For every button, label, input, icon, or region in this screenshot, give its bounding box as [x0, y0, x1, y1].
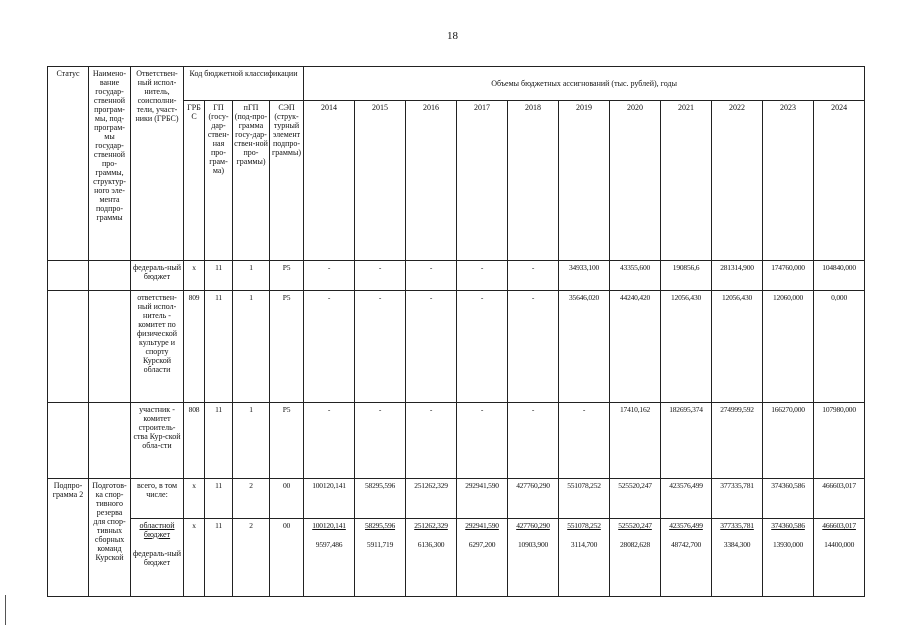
value-cell: 100120,141	[304, 479, 355, 519]
responsible-cell: всего, в том числе:	[131, 479, 184, 519]
gp-cell: 11	[205, 291, 233, 403]
responsible-header: Ответствен-ный испол-нитель, соисполни-тели, участ-ники (ГРБС)	[131, 67, 184, 261]
value-cell: 377335,781	[712, 479, 763, 519]
value-cell: 182695,374	[661, 403, 712, 479]
regional-budget-label: областной бюджет	[139, 521, 175, 539]
scan-edge-mark	[5, 595, 6, 625]
responsible-cell: участник - комитет строитель-ства Кур-ской обла-сти	[131, 403, 184, 479]
table-row	[48, 291, 865, 403]
value-cell: 525520,247	[610, 479, 661, 519]
name-cell	[89, 403, 131, 479]
status-cell	[48, 403, 89, 479]
year-header: 2019	[559, 101, 610, 261]
value-cell: 17410,162	[610, 403, 661, 479]
federal-value: 6297,200	[468, 540, 496, 549]
federal-value: 5911,719	[366, 540, 394, 549]
table-row	[48, 519, 865, 597]
year-header: 2016	[406, 101, 457, 261]
year-header: 2021	[661, 101, 712, 261]
value-cell: 43355,600	[610, 261, 661, 291]
value-cell	[712, 519, 763, 597]
value-cell: 166270,000	[763, 403, 814, 479]
year-header: 2018	[508, 101, 559, 261]
value-cell	[406, 519, 457, 597]
budget-code-header: Код бюджетной классификации	[184, 67, 304, 101]
gp-header: ГП (госу-дар-ствен-ная про-грам-ма)	[205, 101, 233, 261]
value-cell	[355, 519, 406, 597]
value-cell: -	[304, 403, 355, 479]
value-cell: 35646,020	[559, 291, 610, 403]
regional-value: 525520,247	[618, 521, 652, 530]
pgp-header: пГП (под-про-грамма госу-дар-ствен-ной про-граммы)	[233, 101, 270, 261]
value-cell: 374360,586	[763, 479, 814, 519]
value-cell	[763, 519, 814, 597]
regional-value: 292941,590	[465, 521, 499, 530]
responsible-cell	[131, 519, 184, 597]
federal-value: 28082,628	[619, 540, 651, 549]
sep-cell: 00	[270, 519, 304, 597]
grbs-cell: x	[184, 261, 205, 291]
pgp-cell: 2	[233, 479, 270, 519]
value-cell: 107980,000	[814, 403, 865, 479]
grbs-cell: x	[184, 519, 205, 597]
regional-value: 551078,252	[567, 521, 601, 530]
value-cell: 12056,430	[712, 291, 763, 403]
value-cell: -	[304, 261, 355, 291]
value-cell: -	[304, 291, 355, 403]
value-cell: -	[457, 403, 508, 479]
sep-cell: Р5	[270, 403, 304, 479]
value-cell: 551078,252	[559, 479, 610, 519]
name-header: Наимено-вание государ-ственной програм-мы, под-програм-мы государ-ственной про-граммы, структур-ного эле-мента подпро-граммы	[89, 67, 131, 261]
table-row	[48, 261, 865, 291]
sep-cell: Р5	[270, 291, 304, 403]
value-cell: -	[355, 291, 406, 403]
federal-value: 9597,486	[315, 540, 343, 549]
federal-budget-label: федераль-ный бюджет	[132, 549, 182, 567]
federal-value: 13930,000	[772, 540, 804, 549]
gp-cell: 11	[205, 403, 233, 479]
value-cell: -	[508, 291, 559, 403]
federal-value: 6136,300	[417, 540, 445, 549]
value-cell	[457, 519, 508, 597]
grbs-cell: 809	[184, 291, 205, 403]
regional-value: 466603,017	[822, 521, 856, 530]
federal-value: 3114,700	[570, 540, 598, 549]
grbs-cell: 808	[184, 403, 205, 479]
federal-value: 48742,700	[670, 540, 702, 549]
value-cell: -	[355, 261, 406, 291]
regional-value: 58295,596	[364, 521, 396, 530]
regional-value: 100120,141	[312, 521, 346, 530]
pgp-cell: 1	[233, 403, 270, 479]
value-cell: 58295,596	[355, 479, 406, 519]
year-header: 2015	[355, 101, 406, 261]
gp-cell: 11	[205, 261, 233, 291]
regional-value: 423576,499	[669, 521, 703, 530]
pgp-cell: 1	[233, 261, 270, 291]
gp-cell: 11	[205, 519, 233, 597]
value-cell: 251262,329	[406, 479, 457, 519]
responsible-cell: федераль-ный бюджет	[131, 261, 184, 291]
value-cell: 190856,6	[661, 261, 712, 291]
regional-value: 374360,586	[771, 521, 805, 530]
value-cell	[304, 519, 355, 597]
allocations-header: Объемы бюджетных ассигнований (тыс. рублей), годы	[304, 67, 865, 101]
value-cell	[814, 519, 865, 597]
regional-value: 427760,290	[516, 521, 550, 530]
grbs-cell: x	[184, 479, 205, 519]
value-cell: 427760,290	[508, 479, 559, 519]
name-cell	[89, 261, 131, 291]
name-cell: Подготов-ка спор-тивного резерва для спор-тивных сборных команд Курской	[89, 479, 131, 597]
value-cell	[559, 519, 610, 597]
value-cell: -	[457, 291, 508, 403]
value-cell: 12060,000	[763, 291, 814, 403]
year-header: 2024	[814, 101, 865, 261]
value-cell: -	[508, 261, 559, 291]
value-cell: -	[406, 403, 457, 479]
name-cell	[89, 291, 131, 403]
pgp-cell: 1	[233, 291, 270, 403]
gp-cell: 11	[205, 479, 233, 519]
year-header: 2014	[304, 101, 355, 261]
responsible-cell: ответствен-ный испол-нитель - комитет по физической культуре и спорту Курской области	[131, 291, 184, 403]
value-cell: 12056,430	[661, 291, 712, 403]
sep-header: СЭП (струк-турный элемент подпро-граммы)	[270, 101, 304, 261]
value-cell: -	[355, 403, 406, 479]
value-cell: 174760,000	[763, 261, 814, 291]
grbs-header: ГРБ С	[184, 101, 205, 261]
sep-cell: Р5	[270, 261, 304, 291]
status-cell	[48, 291, 89, 403]
header-row-1	[48, 67, 865, 101]
value-cell	[661, 519, 712, 597]
value-cell: 104840,000	[814, 261, 865, 291]
value-cell: -	[559, 403, 610, 479]
year-header: 2023	[763, 101, 814, 261]
year-header: 2020	[610, 101, 661, 261]
budget-table	[47, 66, 865, 597]
regional-value: 377335,781	[720, 521, 754, 530]
page-number: 18	[447, 30, 458, 42]
regional-value: 251262,329	[414, 521, 448, 530]
year-header: 2017	[457, 101, 508, 261]
value-cell: -	[406, 291, 457, 403]
value-cell: 44240,420	[610, 291, 661, 403]
value-cell: -	[508, 403, 559, 479]
value-cell: 466603,017	[814, 479, 865, 519]
table-row	[48, 479, 865, 519]
federal-value: 14400,000	[824, 540, 855, 549]
value-cell	[508, 519, 559, 597]
table-row	[48, 403, 865, 479]
value-cell: 34933,100	[559, 261, 610, 291]
status-cell	[48, 261, 89, 291]
sep-cell: 00	[270, 479, 304, 519]
federal-value: 3384,300	[723, 540, 751, 549]
value-cell: 423576,499	[661, 479, 712, 519]
value-cell: 274999,592	[712, 403, 763, 479]
year-header: 2022	[712, 101, 763, 261]
value-cell: -	[457, 261, 508, 291]
value-cell	[610, 519, 661, 597]
value-cell: 292941,590	[457, 479, 508, 519]
federal-value: 10903,900	[517, 540, 549, 549]
value-cell: 0,000	[814, 291, 865, 403]
status-cell: Подпро-грамма 2	[48, 479, 89, 597]
status-header: Статус	[48, 67, 89, 261]
value-cell: 281314,900	[712, 261, 763, 291]
pgp-cell: 2	[233, 519, 270, 597]
value-cell: -	[406, 261, 457, 291]
